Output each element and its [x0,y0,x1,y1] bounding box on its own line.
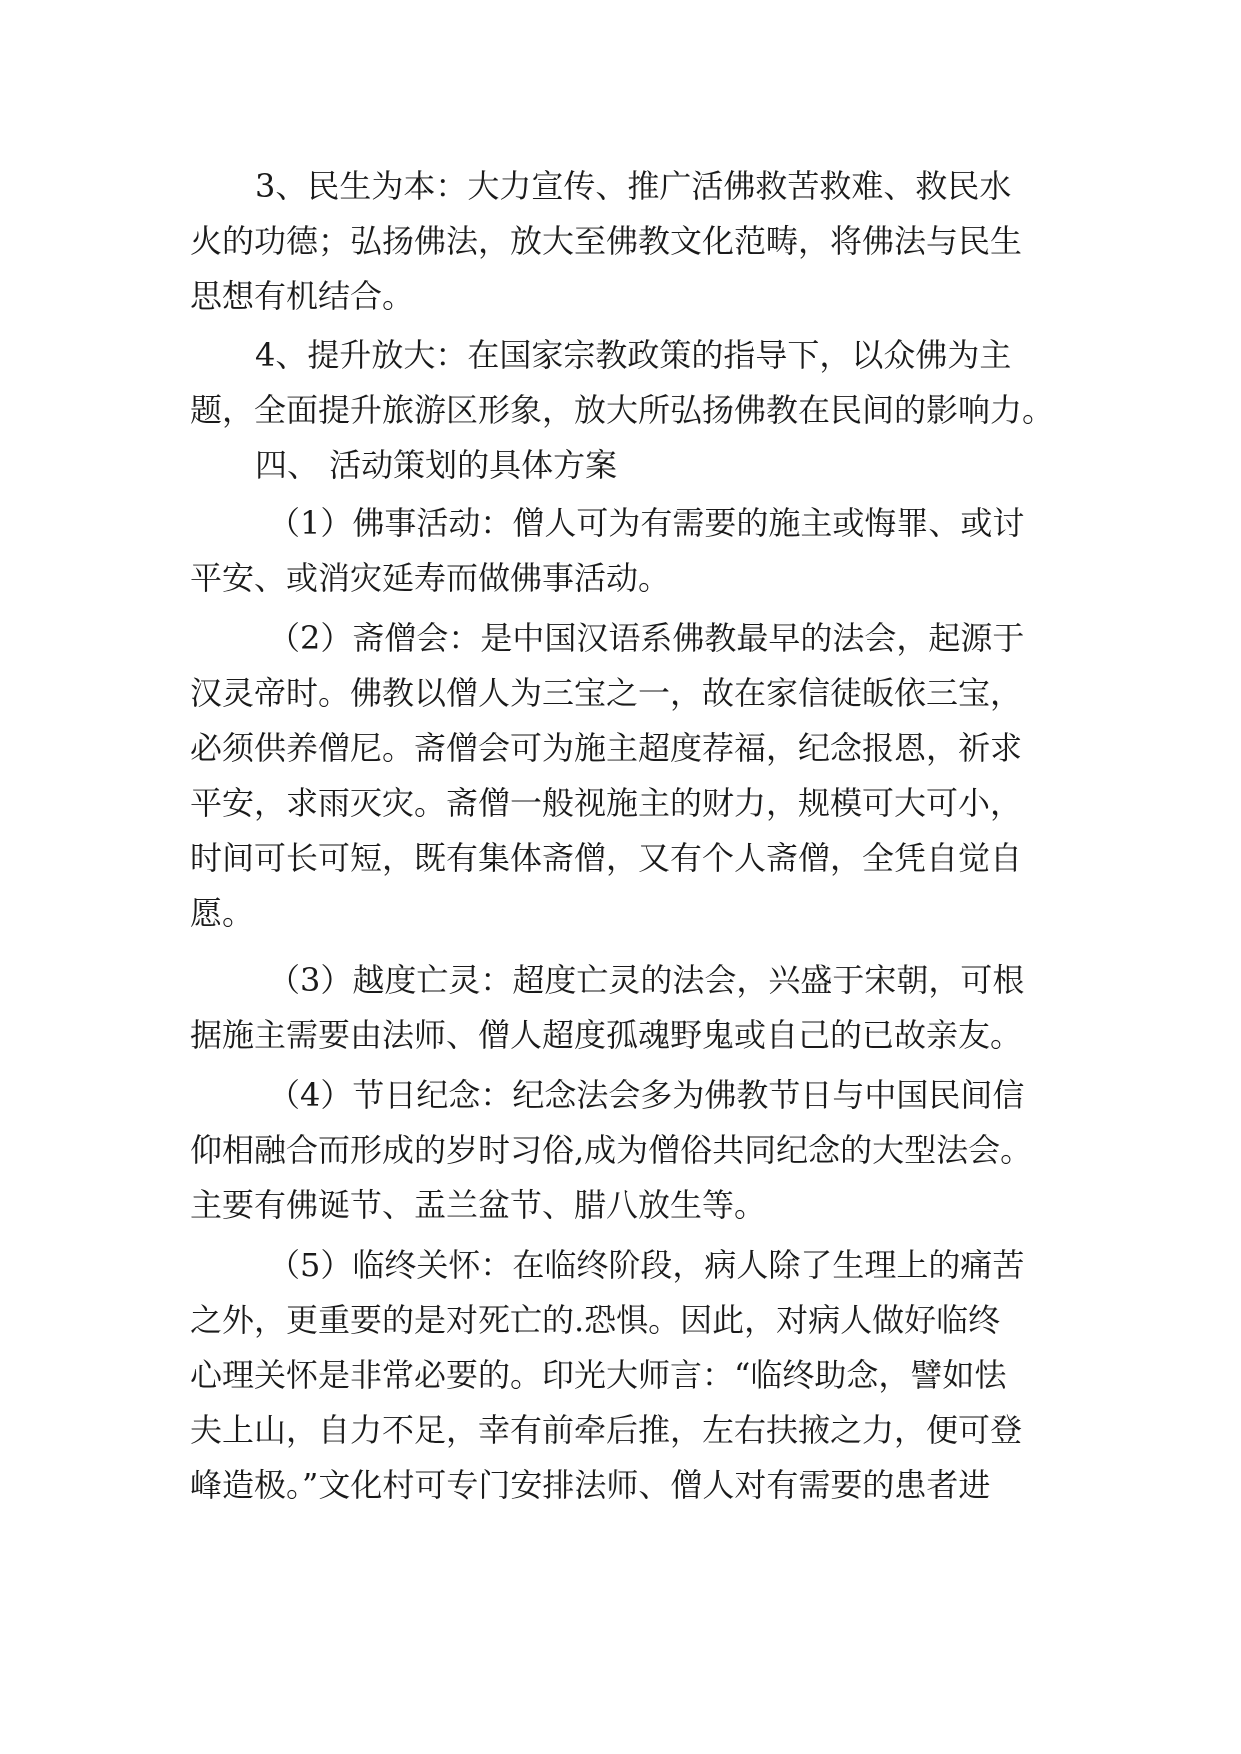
section-heading: 四、 活动策划的具体方案 [255,446,618,484]
text-line: 题，全面提升旅游区形象，放大所弘扬佛教在民间的影响力。 [190,391,1055,429]
text-line: 仰相融合而形成的岁时习俗,成为僧俗共同纪念的大型法会。 [190,1131,1033,1169]
text-line: 火的功德；弘扬佛法，放大至佛教文化范畴，将佛法与民生 [190,222,1023,260]
text-line: 之外，更重要的是对死亡的.恐惧。因此，对病人做好临终 [190,1301,1001,1339]
text-line: 峰造极。”文化村可专门安排法师、僧人对有需要的患者进 [190,1466,991,1504]
text-line: 3、民生为本：大力宣传、推广活佛救苦救难、救民水 [255,167,1012,205]
text-line: 4、提升放大：在国家宗教政策的指导下，以众佛为主 [255,336,1012,374]
text-line: （2）斋僧会：是中国汉语系佛教最早的法会，起源于 [268,619,1025,657]
text-line: （3）越度亡灵：超度亡灵的法会，兴盛于宋朝，可根 [268,961,1025,999]
text-line: 主要有佛诞节、盂兰盆节、腊八放生等。 [190,1186,767,1224]
text-line: 平安、或消灾延寿而做佛事活动。 [190,559,671,597]
text-line: 思想有机结合。 [190,277,415,315]
text-line: 心理关怀是非常必要的。印光大师言：“临终助念，譬如怯 [190,1356,1007,1394]
text-line: （5）临终关怀：在临终阶段，病人除了生理上的痛苦 [268,1246,1025,1284]
text-line: 愿。 [190,894,255,932]
text-line: （1）佛事活动：僧人可为有需要的施主或悔罪、或讨 [268,504,1025,542]
text-line: 必须供养僧尼。斋僧会可为施主超度荐福，纪念报恩，祈求 [190,729,1023,767]
text-line: （4）节日纪念：纪念法会多为佛教节日与中国民间信 [268,1076,1025,1114]
text-line: 夫上山，自力不足，幸有前牵后推，左右扶掖之力，便可登 [190,1411,1023,1449]
text-line: 据施主需要由法师、僧人超度孤魂野鬼或自己的已故亲友。 [190,1016,1023,1054]
text-line: 汉灵帝时。佛教以僧人为三宝之一，故在家信徒皈依三宝， [190,674,1023,712]
text-line: 时间可长可短，既有集体斋僧，又有个人斋僧，全凭自觉自 [190,839,1023,877]
text-line: 平安，求雨灭灾。斋僧一般视施主的财力，规模可大可小， [190,784,1023,822]
